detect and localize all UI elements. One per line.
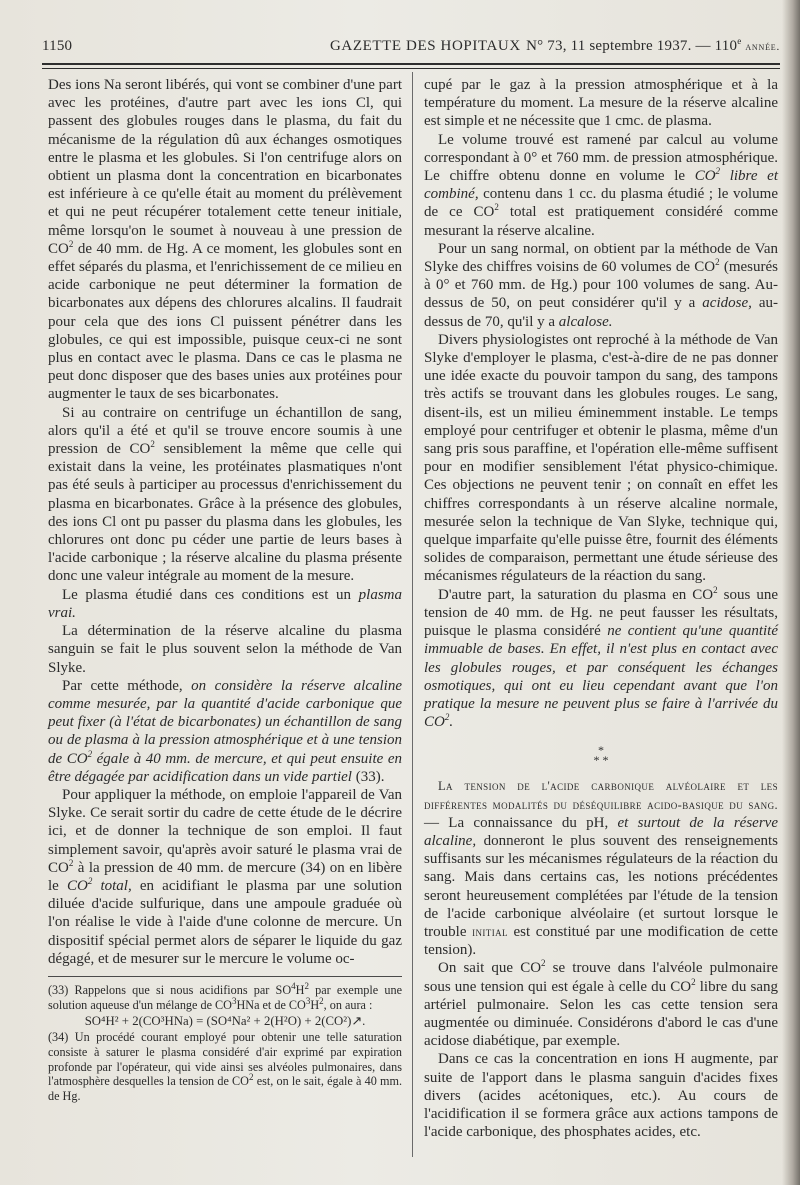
paragraph: Pour un sang normal, on obtient par la méthode de Van Slyke des chiffres voisins de 60 volumes de $CO^2$ (mesurés à 0° et 760 mm. de Hg.) pour 100 volumes de sang. Au-dessus de 50, on peut considérer qu'il y a acidose, au-dessus de 70, qu'il y a alcalose. [424, 240, 778, 330]
right-column [424, 76, 778, 1141]
paragraph: Par cette méthode, on considère la réserve alcaline comme mesurée, par la quantité d'acide carbonique que peut fixer (à l'état de bicarbonates) un échantillon de sang ou de plasma à la pression atmosphérique et à une tension de $CO^2$ égale à 40 mm. de mercure, et qui peut ensuite en être dégagée par acidification dans un vide partiel (33). [48, 677, 403, 785]
issue-info: N° 73, 11 septembre 1937. — 110e année. [526, 36, 780, 54]
left-column [48, 76, 402, 1103]
paragraph: Si au contraire on centrifuge un échantillon de sang, alors qu'il a été et qu'il se trouve encore soumis à une pression de $CO^2$ sensiblement la même que celle qui existait dans la veine, les protéinates plasmatiques n'ont pas été seuls à participer au processus d'enrichissement du plasma en bicarbonates. Grâce à la présence des globules, des ions Cl ont pu passer du plasma dans les globules, les chlorures ont donc pu céder une partie de leurs bases à l'acide carbonique ; la réserve alcaline du plasma présente donc une valeur intégrale au moment de la mesure. [48, 404, 402, 585]
footnote-33: (33) Rappelons que si nous acidifions par $SO^4H^2$ par exemple une solution aqueuse d'un mélange de $CO^3HNa$ et de $CO^3H^2$, on aura : [48, 980, 402, 1012]
paragraph: Divers physiologistes ont reproché à la méthode de Van Slyke d'employer le plasma, c'est-à-dire de ne pas donner une idée exacte du pouvoir tampon du sang, des tampons très actifs se trouvant dans les globules rouges. Le sang, disent-ils, est un milieu éminemment instable. Le temps employé pour centrifuger et obtenir le plasma, même d'un sang pris sous paraffine, et l'opération elle-même suffisent pour en modifier sensiblement l'état physico-chimique. Ces objections ne peuvent tenir ; on connaît en effet les chiffres correspondants à un réserve alcaline normale, mesurée selon la technique de Van Slyke, technique qui, quelque imparfaite qu'elle puisse être, fournit des éléments solides de comparaison, permettant une étude sérieuse des mécanismes régulateurs de la réaction du sang. [424, 331, 778, 585]
book-spine-shadow [782, 0, 800, 1185]
footnote-rule [48, 976, 402, 977]
running-header [42, 38, 780, 60]
column-separator [412, 72, 413, 1157]
paragraph: cupé par le gaz à la pression atmosphérique et à la température du moment. La mesure de la réserve alcaline est simple et ne nécessite que 1 cmc. de plasma. [424, 77, 778, 130]
header-rule [42, 63, 780, 65]
paragraph: On sait que $CO^2$ se trouve dans l'alvéole pulmonaire sous une tension qui est égale à celle du $CO^2$ libre du sang artériel pulmonaire. Selon les cas cette tension sera augmentée ou diminuée. Considérons d'abord le cas d'une acidose diabétique, par exemple. [424, 958, 779, 1050]
footnote-34: (34) Un procédé courant employé pour obtenir une telle saturation consiste à saturer le plasma considéré d'air exprimé par expiration profonde par l'opérateur, qui vide ainsi ses alvéoles pulmonaires, dans l'atmosphère desquelles la tension de $CO^2$ est, on le sait, égale à 40 mm. de Hg. [48, 1030, 402, 1103]
section-heading: La tension de l'acide carbonique alvéolaire et les différentes modalités du déséquilibre acido-basique du sang. [424, 779, 778, 812]
paragraph: La détermination de la réserve alcaline du plasma sanguin se fait le plus souvent selon la méthode de Van Slyke. [48, 623, 402, 676]
paragraph: Le plasma étudié dans ces conditions est un plasma vrai. [48, 586, 402, 621]
paragraph: Pour appliquer la méthode, on emploie l'appareil de Van Slyke. Ce serait sortir du cadre de cette étude de le décrire ici, et de donner la technique de son emploi. Il faut simplement savoir, qu'après avoir saturé le plasma vrai de $CO^2$ à la pression de 40 mm. de mercure (34) on en libère le $CO^2$ total, en acidifiant le plasma par une solution diluée d'acide sulfurique, dans une ampoule graduée où l'on réalise le vide à l'aide d'une colonne de mercure. Un dispositif spécial permet alors de séparer le liquide du gaz dégagé, et de mesurer sur le mercure le volume oc- [48, 786, 403, 967]
paragraph: D'autre part, la saturation du plasma en $CO^2$ sous une tension de 40 mm. de Hg. ne peut fausser les résultats, puisque le plasma considéré ne contient qu'une quantité immuable de bases. En effet, il n'est plus en contact avec les globules rouges, et par conséquent les échanges osmotiques, qui ont eu lieu cependant avant que l'on pratique la mesure ne peuvent plus se faire à l'arrivée du $CO^2$. [424, 584, 778, 731]
paragraph: Dans ce cas la concentration en ions H augmente, par suite de l'apport dans le plasma sanguin d'acides fixes divers (acides acétoniques, etc.). Au cours de l'acidification il se formera grâce aux actions tampons de l'acide carbonique, des phosphates acides, etc. [424, 1051, 778, 1141]
section-asterism: * * * [593, 743, 609, 768]
chemical-formula: SO⁴H² + 2(CO³HNa) = (SO⁴Na² + 2(H²O) + 2(CO²)↗. [84, 1014, 366, 1029]
journal-title: GAZETTE DES HOPITAUX [330, 38, 521, 54]
section-paragraph: La tension de l'acide carbonique alvéolaire et les différentes modalités du déséquilibre acido-basique du sang. — La connaissance du pH, et surtout de la réserve alcaline, donneront le plus souvent des renseignements suffisants sur les mécanismes régulateurs de la réaction du sang. Mais dans certains cas, les notions précédentes seront heureusement complétées par l'étude de la tension de l'acide carbonique alvéolaire (et surtout lorsque le trouble initial est constitué par une modification de cette tension). [424, 779, 778, 959]
paragraph: Le volume trouvé est ramené par calcul au volume correspondant à 0° et 760 mm. de pression atmosphérique. Le chiffre obtenu donne en volume le $CO^2$ libre et combiné, contenu dans 1 cc. du plasma étudié ; le volume de ce $CO^2$ total est pratiquement considéré comme mesurant la réserve alcaline. [424, 131, 778, 239]
header-rule-thin [42, 68, 780, 69]
paragraph: Des ions Na seront libérés, qui vont se combiner d'une part avec les protéines, d'autre part avec les ions Cl, qui passent des globules rouges dans le plasma, du fait du mécanisme de la régulation dû aux échanges osmotiques entre le plasma et les globules. Si l'on centrifuge alors on obtient un plasma dont la concentration en bicarbonates est inférieure à ce qu'elle était au moment du prélèvement et qui ne peut récupérer totalement cette teneur initiale, même lorsqu'on le soumet à nouveau à une pression de $CO^2$ de 40 mm. de Hg. A ce moment, les globules sont en effet séparés du plasma, et l'enrichissement de ce milieu en acide carbonique ne peut déterminer la formation de bicarbonates aux dépens des chlorures alcalins. Il faudrait pour cela que des ions Cl puissent pénétrer dans les globules, ce qui est impossible, puisque ceux-ci ne sont plus en contact avec le plasma. Dans ce cas le plasma ne peut donc disposer que des bases unies aux protéines pour augmenter le taux de ses bicarbonates. [48, 77, 402, 403]
page-number: 1150 [42, 38, 73, 54]
